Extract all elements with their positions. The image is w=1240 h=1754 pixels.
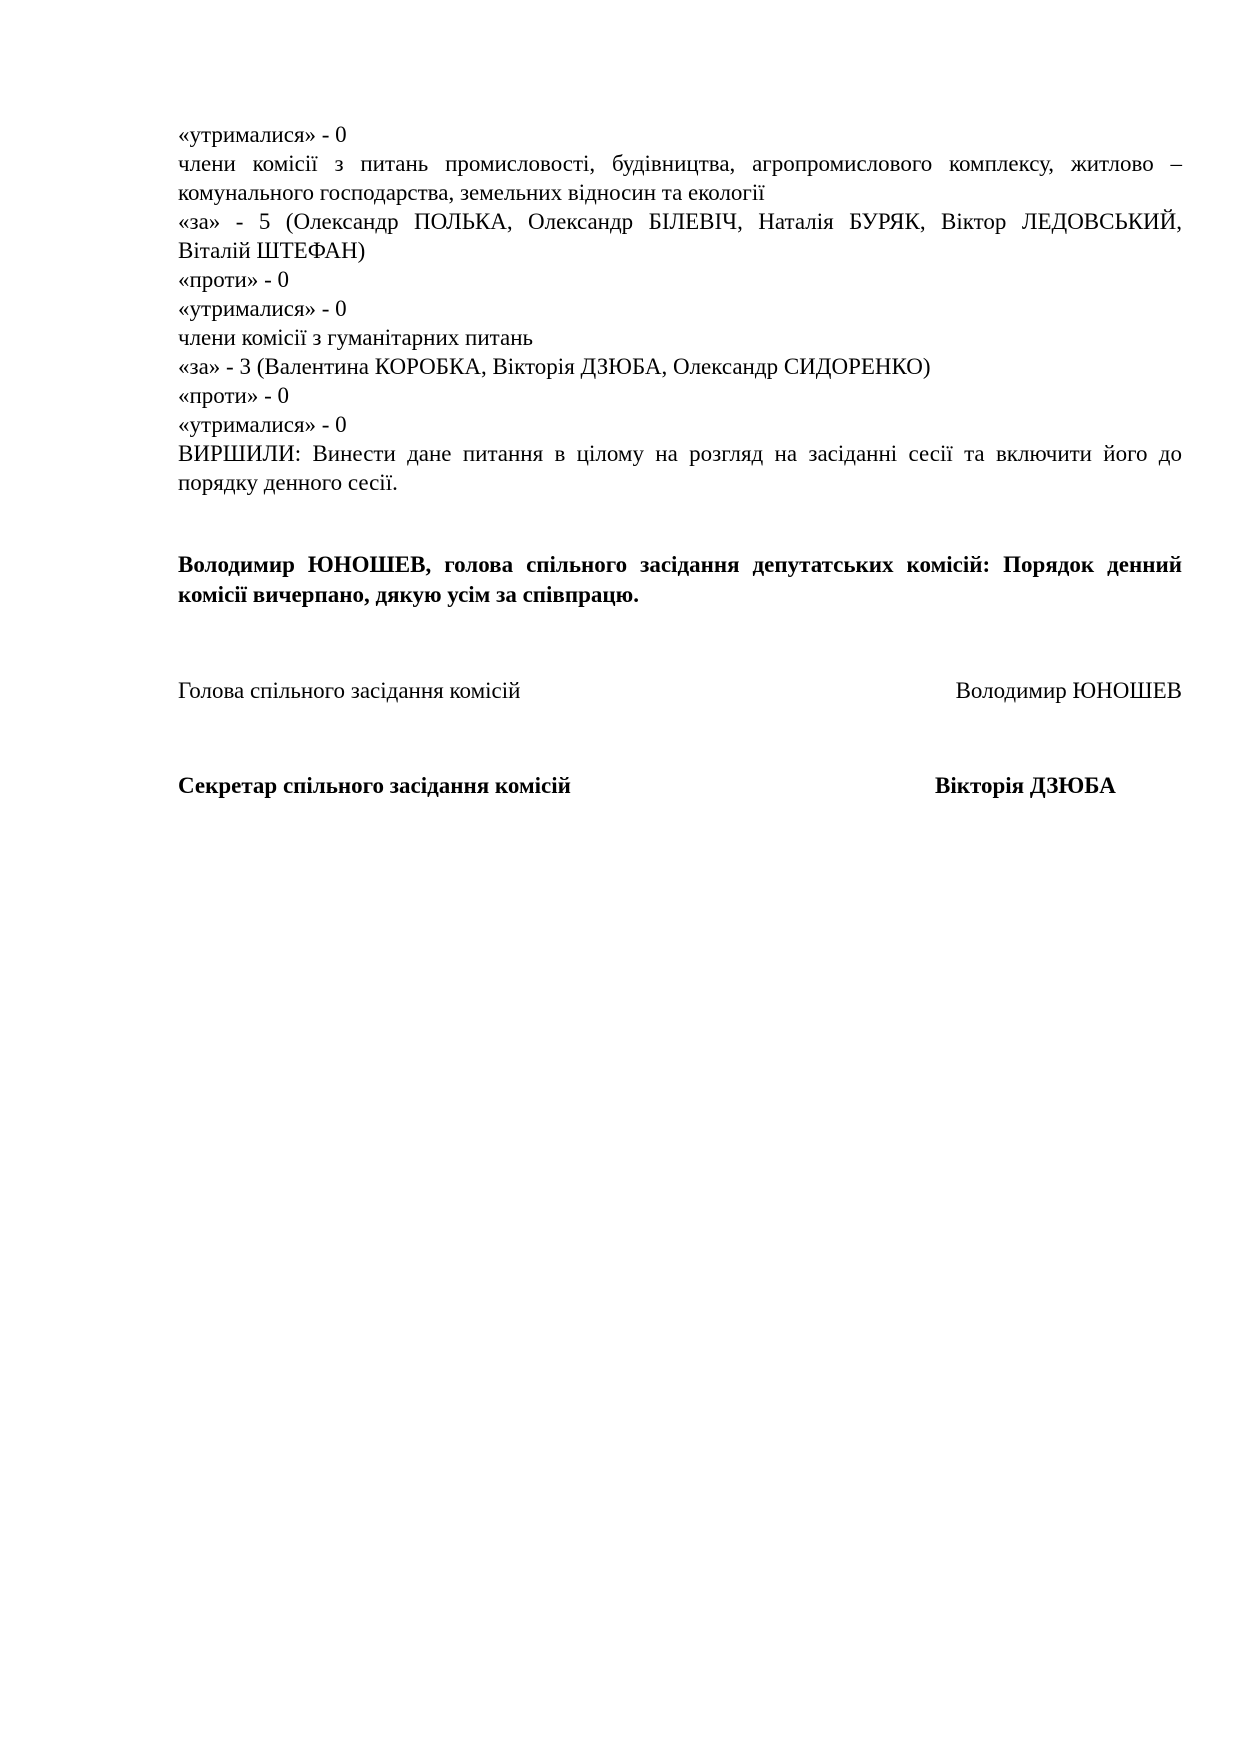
text-line: «утрималися» - 0 xyxy=(178,412,347,437)
closing-line: Володимир ЮНОШЕВ, голова спільного засідання депутатських комісій: Порядок денний xyxy=(178,552,1182,577)
text-line: «проти» - 0 xyxy=(178,267,290,292)
text-line: члени комісії з питань промисловості, будівництва, агропромислового комплексу, житлово – xyxy=(178,151,1182,176)
closing-statement xyxy=(178,550,1182,610)
secretary-role: Секретар спільного засідання комісій xyxy=(178,773,571,798)
voting-results-block xyxy=(178,120,1182,497)
text-line: «проти» - 0 xyxy=(178,383,290,408)
text-line: члени комісії з гуманітарних питань xyxy=(178,325,534,350)
secretary-name: Вікторія ДЗЮБА xyxy=(935,773,1116,798)
chair-role: Голова спільного засідання комісій xyxy=(178,678,521,703)
chair-name: Володимир ЮНОШЕВ xyxy=(955,678,1182,703)
text-line: комунального господарства, земельних відносин та екології xyxy=(178,180,765,205)
text-line: «за» - 3 (Валентина КОРОБКА, Вікторія ДЗЮБА, Олександр СИДОРЕНКО) xyxy=(178,354,931,379)
text-line: порядку денного сесії. xyxy=(178,470,398,495)
text-line: «утрималися» - 0 xyxy=(178,296,347,321)
text-line: «утрималися» - 0 xyxy=(178,122,347,147)
text-line: Віталій ШТЕФАН) xyxy=(178,238,366,263)
closing-line: комісії вичерпано, дякую усім за співпрацю. xyxy=(178,582,639,607)
text-line: ВИРШИЛИ: Винести дане питання в цілому на розгляд на засіданні сесії та включити його до xyxy=(178,441,1182,466)
text-line: «за» - 5 (Олександр ПОЛЬКА, Олександр БІЛЕВІЧ, Наталія БУРЯК, Віктор ЛЕДОВСЬКИЙ, xyxy=(178,209,1182,234)
